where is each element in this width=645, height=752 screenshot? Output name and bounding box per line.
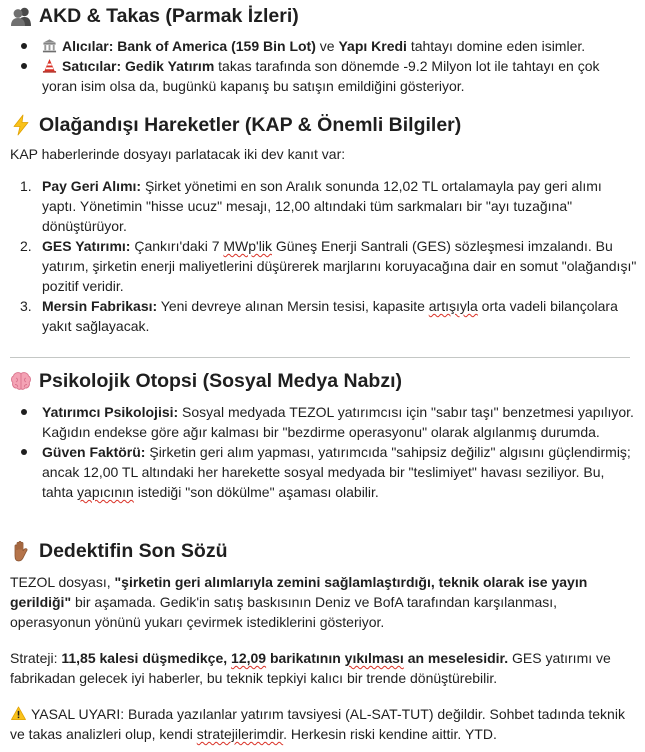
bank-icon — [42, 38, 57, 53]
list-item — [10, 56, 638, 96]
p2-bold: barikatının — [266, 650, 345, 666]
item-label: GES Yatırımı: — [42, 238, 131, 254]
kap-title: Olağandışı Hareketler (KAP & Önemli Bilgiler) — [39, 114, 462, 136]
item-text: Çankırı'daki 7 — [130, 238, 224, 254]
sellers-rest: takas tarafında son dönemde -9.2 Milyon lot ile tahtayı en çok yoran isim olsa da, bugünkü kapanış bu satışın emildiğini gösteriyor. — [42, 58, 600, 94]
spellcheck-word: MWp'lik — [223, 238, 272, 254]
brain-icon — [10, 370, 32, 392]
psy-list — [10, 402, 638, 502]
det-heading — [10, 538, 638, 564]
p2-bold: an meselesidir. — [403, 650, 509, 666]
list-item — [10, 236, 638, 296]
list-item — [10, 36, 638, 56]
buyers-rest: tahtayı domine eden isimler. — [406, 38, 586, 54]
item-label: Pay Geri Alımı: — [42, 178, 142, 194]
red-cone-alert-icon — [42, 58, 57, 73]
buyers-label: Alıcılar: — [62, 38, 114, 54]
lightning-icon — [10, 114, 32, 136]
buyers-connector: ve — [315, 38, 339, 54]
list-item — [10, 402, 638, 442]
busts-in-silhouette-icon — [10, 5, 32, 27]
raised-hand-icon — [10, 540, 32, 562]
buyers-bofa: Bank of America (159 Bin Lot) — [117, 38, 316, 54]
spellcheck-word: artışıyla — [428, 298, 478, 314]
kap-heading — [10, 112, 638, 138]
list-number: 1. — [20, 178, 32, 194]
det-paragraph-2 — [10, 648, 638, 688]
list-item — [10, 296, 638, 336]
kap-list — [10, 176, 638, 336]
akd-section — [10, 3, 638, 96]
det-paragraph-1 — [10, 572, 638, 632]
list-number: 3. — [20, 298, 32, 314]
kap-section — [10, 112, 638, 336]
item-label: Mersin Fabrikası: — [42, 298, 158, 314]
legal-warning — [10, 704, 638, 744]
item-label: Yatırımcı Psikolojisi: — [42, 404, 179, 420]
akd-heading — [10, 3, 638, 29]
list-item — [10, 442, 638, 502]
p1-text: bir aşamada. Gedik'in satış baskısının Deniz ve BofA tarafından karşılanması, operasyonun yönünü yukarı çevirmek istediklerini gösteriyor. — [10, 594, 558, 630]
list-number: 2. — [20, 238, 32, 254]
p1-text: TEZOL dosyası, — [10, 574, 115, 590]
spellcheck-word: yapıcının — [77, 484, 134, 500]
kap-intro: KAP haberlerinde dosyayı parlatacak iki dev kanıt var: — [10, 146, 346, 162]
item-label: Güven Faktörü: — [42, 444, 146, 460]
warning-text: . Herkesin riski kendine aittir. YTD. — [283, 726, 497, 742]
list-item — [10, 176, 638, 236]
warning-text: YASAL UYARI: Burada yazılanlar yatırım tavsiyesi (AL-SAT-TUT) değildir. Sohbet tadında teknik ve takas analizleri olup, kendi — [10, 706, 625, 742]
sellers-label: Satıcılar: — [62, 58, 122, 74]
spellcheck-word: 12,09 — [231, 650, 267, 666]
item-text: orta vadeli bilançolara yakıt sağlayacak. — [42, 298, 618, 334]
psy-heading — [10, 368, 638, 394]
det-section — [10, 538, 638, 744]
p1-bold: "şirketin geri alımlarıyla zemini sağlamlaştırdığı, teknik olarak ise yayın gerildiği" — [10, 574, 588, 610]
warning-icon — [10, 706, 27, 721]
item-text: Sosyal medyada TEZOL yatırımcısı için "sabır taşı" benzetmesi yapılıyor. Kağıdın endekse göre ağır kalması bir "bezdirme operasyonu" olarak algılanmış durumda. — [42, 404, 634, 440]
akd-title: AKD & Takas (Parmak İzleri) — [39, 5, 299, 27]
section-divider — [10, 357, 630, 358]
item-text: Güneş Enerji Santrali (GES) sözleşmesi imzalandı. Bu yatırım, şirketin enerji maliyetlerini düşürerek marjlarını koruyacağına dair en somut "olağandışı" pozitif veridir. — [42, 238, 637, 294]
psy-title: Psikolojik Otopsi (Sosyal Medya Nabzı) — [39, 370, 403, 392]
akd-list — [10, 36, 638, 96]
item-text: Yeni devreye alınan Mersin tesisi, kapasite — [157, 298, 429, 314]
item-text: istediği "son dökülme" aşaması olabilir. — [133, 484, 379, 500]
p2-text: GES yatırımı ve fabrikadan gelecek iyi haberler, bu teknik tepkiyi kalıcı bir trende dönüştürebilir. — [10, 650, 611, 686]
p2-text: Strateji: — [10, 650, 62, 666]
p2-bold: 11,85 kalesi düşmedikçe, — [61, 650, 232, 666]
buyers-yapikredi: Yapı Kredi — [338, 38, 407, 54]
psy-section — [10, 368, 638, 502]
item-text: Şirket yönetimi en son Aralık sonunda 12,02 TL ortalamayla pay geri alımı yaptı. Yönetimin "hisse ucuz" mesajı, 12,00 altındaki tüm sarkmaları bir "ayı tuzağına" dönüştürüyor. — [42, 178, 602, 234]
item-text: Şirketin geri alım yapması, yatırımcıda "sahipsiz değiliz" algısını güçlendirmiş; ancak 12,00 TL altındaki her harekette sosyal medyada bir "teslimiyet" havası seziliyor. Bu, tahta — [42, 444, 631, 500]
spellcheck-word: stratejilerimdir — [196, 726, 284, 742]
spellcheck-word: yıkılması — [344, 650, 404, 666]
det-title: Dedektifin Son Sözü — [39, 540, 228, 562]
sellers-gedik: Gedik Yatırım — [125, 58, 215, 74]
